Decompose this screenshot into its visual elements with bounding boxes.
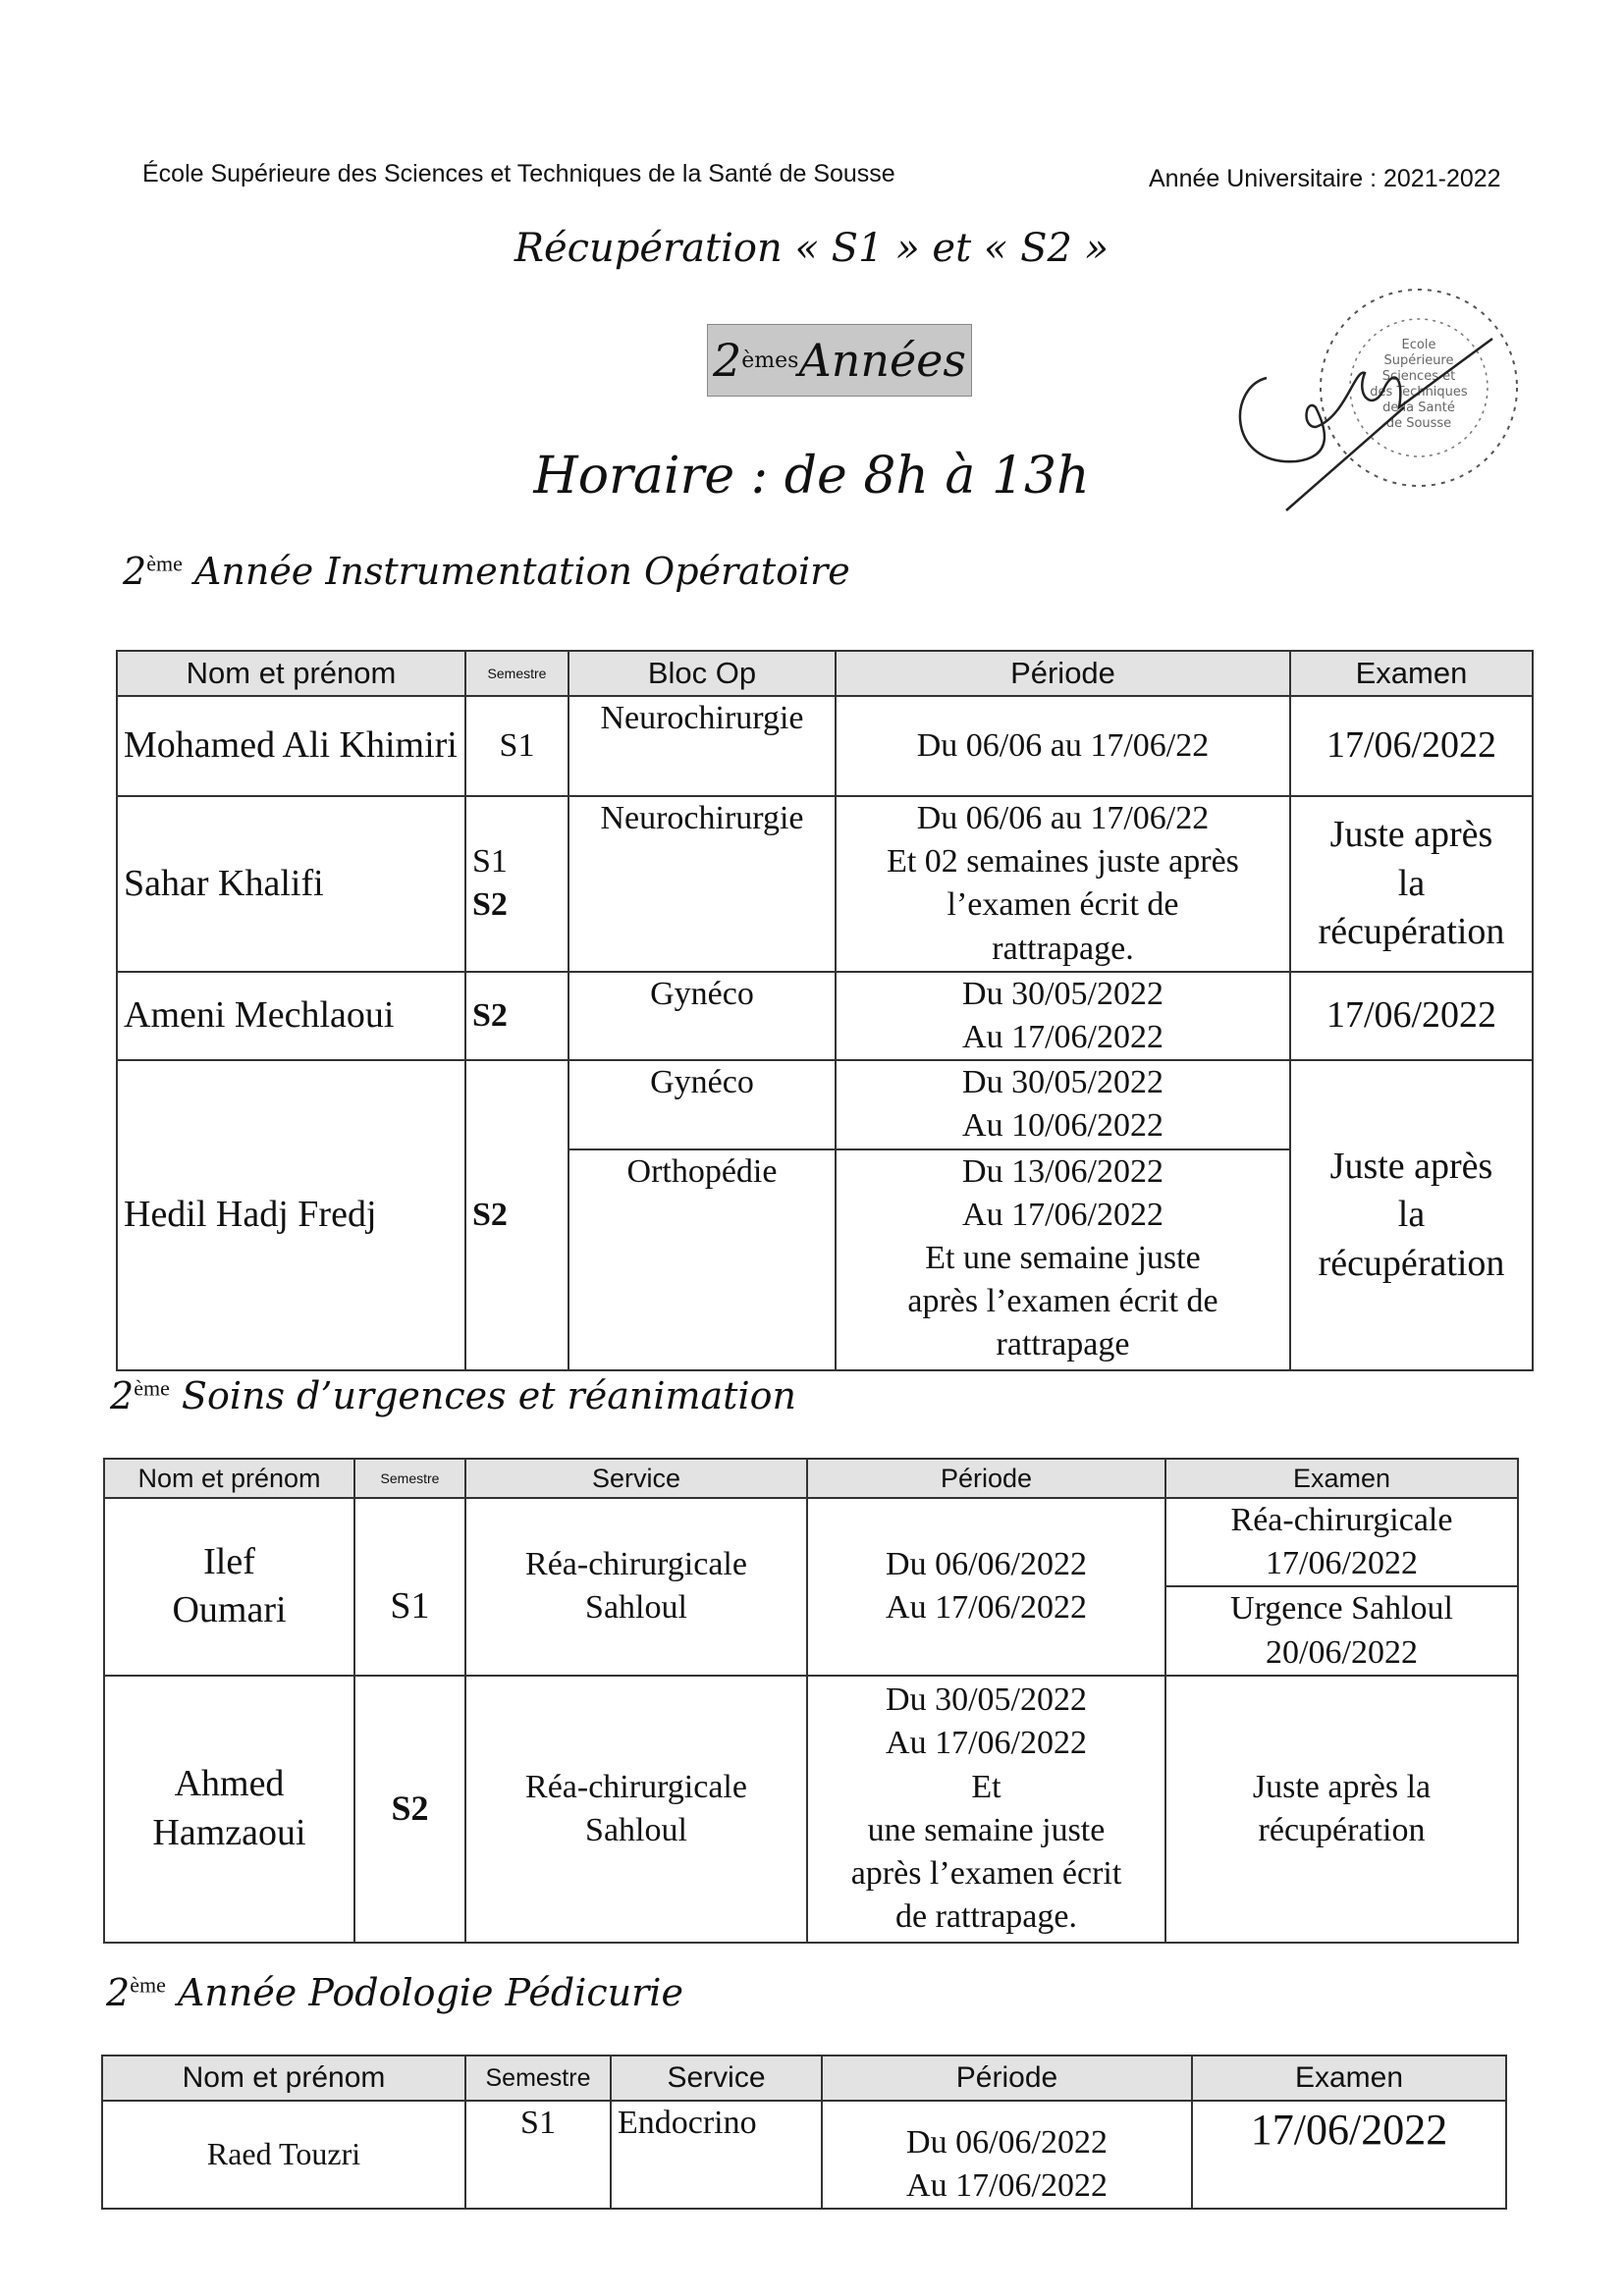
- table-row: [104, 1498, 1518, 1586]
- section-title-instrumentation: [123, 550, 850, 593]
- examen-line: la: [1397, 1194, 1426, 1236]
- student-name: [104, 1676, 354, 1943]
- examen: [1165, 1676, 1518, 1943]
- stamp-line-1: Ecole: [1401, 338, 1436, 352]
- examen: [1290, 1060, 1533, 1369]
- examen-line: Juste après: [1329, 814, 1493, 856]
- col-header-examen: Examen: [1192, 2056, 1506, 2101]
- periode: [822, 2101, 1192, 2209]
- section-sup: ème: [146, 551, 183, 576]
- periode: Du 06/06 au 17/06/22: [836, 696, 1290, 796]
- semester: S1: [354, 1498, 465, 1676]
- periode-line: Au 17/06/2022: [906, 2167, 1108, 2205]
- col-header-service: Service: [611, 2056, 822, 2101]
- col-header-service: Service: [465, 1459, 807, 1498]
- periode-line: Au 17/06/2022: [962, 1196, 1163, 1233]
- table-header: [117, 651, 1533, 696]
- page-title: Récupération « S1 » et « S2 »: [514, 226, 1109, 271]
- periode-line: l’examen écrit de: [947, 886, 1179, 924]
- periode: [836, 1060, 1290, 1148]
- examen-line: 20/06/2022: [1266, 1633, 1418, 1671]
- periode-line: Et 02 semaines juste après: [887, 843, 1239, 881]
- bloc: Gynéco: [568, 972, 836, 1060]
- semester: S1: [465, 696, 568, 796]
- stamp-line-5: de la Santé: [1382, 400, 1455, 415]
- periode-line: Du 06/06/2022: [886, 1546, 1087, 1583]
- periode-line: Au 17/06/2022: [886, 1589, 1087, 1627]
- name-line: Hamzaoui: [152, 1811, 306, 1853]
- examen: [1165, 1586, 1518, 1675]
- stamp-line-6: de Sousse: [1385, 416, 1452, 431]
- section-text: Année Instrumentation Opératoire: [182, 550, 850, 593]
- soins-table: [103, 1458, 1519, 1944]
- col-header-name: Nom et prénom: [102, 2056, 465, 2101]
- section-num: 2: [110, 1374, 135, 1417]
- badge-number: 2: [712, 334, 742, 387]
- periode-line: Du 30/05/2022: [886, 1682, 1087, 1719]
- badge-sup: èmes: [741, 347, 799, 373]
- semester: S1: [465, 2101, 611, 2209]
- examen-line: la: [1397, 862, 1426, 904]
- examen: [1290, 796, 1533, 972]
- section-num: 2: [106, 1971, 131, 2014]
- col-header-examen: Examen: [1290, 651, 1533, 696]
- service: [465, 1498, 807, 1676]
- bloc: Neurochirurgie: [568, 796, 836, 972]
- col-header-name: Nom et prénom: [104, 1459, 354, 1498]
- examen-line: récupération: [1258, 1811, 1426, 1848]
- semester: S2: [354, 1676, 465, 1943]
- periode-line: Au 17/06/2022: [962, 1018, 1163, 1055]
- examen: 17/06/2022: [1290, 696, 1533, 796]
- service-line: Réa-chirurgicale: [525, 1768, 747, 1805]
- periode-line: Du 13/06/2022: [962, 1152, 1163, 1190]
- bloc: Neurochirurgie: [568, 696, 836, 796]
- col-header-semester: Semestre: [354, 1459, 465, 1498]
- periode-line: Et une semaine juste: [925, 1239, 1201, 1276]
- periode-line: une semaine juste: [867, 1811, 1106, 1848]
- section-num: 2: [123, 550, 147, 593]
- examen-line: Réa-chirurgicale: [1230, 1502, 1453, 1538]
- col-header-periode: Période: [807, 1459, 1165, 1498]
- col-header-name: Nom et prénom: [117, 651, 465, 696]
- student-name: Mohamed Ali Khimiri: [117, 696, 465, 796]
- col-header-periode: Période: [822, 2056, 1192, 2101]
- section-text: Soins d’urgences et réanimation: [169, 1374, 796, 1417]
- name-line: Ahmed: [174, 1763, 285, 1805]
- semester-line: S2: [472, 886, 508, 924]
- examen-line: Juste après: [1329, 1145, 1493, 1187]
- examen-line: 17/06/2022: [1266, 1545, 1418, 1582]
- periode-line: Du 30/05/2022: [962, 1064, 1163, 1101]
- table-row: [117, 1060, 1533, 1148]
- periode-line: après l’examen écrit: [850, 1854, 1122, 1892]
- stamp-line-3: Sciences et: [1381, 369, 1456, 384]
- service-line: Réa-chirurgicale: [525, 1546, 747, 1583]
- podologie-table: [101, 2055, 1507, 2210]
- col-header-semester: Semestre: [465, 2056, 611, 2101]
- official-stamp: [1208, 280, 1532, 525]
- semester: S2: [465, 1060, 568, 1369]
- periode-line: rattrapage: [996, 1326, 1130, 1363]
- examen-line: récupération: [1318, 1242, 1505, 1284]
- bloc: Gynéco: [568, 1060, 836, 1148]
- instrumentation-table: [116, 650, 1534, 1371]
- name-line: Ilef: [203, 1540, 255, 1582]
- student-name: [104, 1498, 354, 1676]
- periode-line: rattrapage.: [992, 930, 1134, 967]
- periode: [836, 796, 1290, 972]
- col-header-bloc: Bloc Op: [568, 651, 836, 696]
- semester: S2: [465, 972, 568, 1060]
- year-badge: [707, 324, 972, 397]
- periode: [807, 1676, 1165, 1943]
- table-header: [102, 2056, 1506, 2101]
- academic-year: Année Universitaire : 2021-2022: [1149, 165, 1501, 192]
- service-line: Sahloul: [585, 1589, 687, 1627]
- schedule-hours: Horaire : de 8h à 13h: [533, 447, 1090, 506]
- badge-text: Années: [798, 334, 966, 387]
- periode: [836, 972, 1290, 1060]
- school-name: École Supérieure des Sciences et Techniques de la Santé de Sousse: [142, 160, 895, 187]
- section-title-podologie: [106, 1971, 683, 2014]
- student-name: Ameni Mechlaoui: [117, 972, 465, 1060]
- periode-line: Au 10/06/2022: [962, 1107, 1163, 1145]
- periode-line: Au 17/06/2022: [886, 1725, 1087, 1762]
- table-header: [104, 1459, 1518, 1498]
- examen-line: Juste après la: [1252, 1768, 1432, 1805]
- col-header-semester: Semestre: [465, 651, 568, 696]
- section-sup: ème: [130, 1972, 166, 1998]
- semester: [465, 796, 568, 972]
- stamp-line-2: Supérieure: [1383, 353, 1454, 368]
- periode-line: Du 06/06 au 17/06/22: [916, 800, 1210, 836]
- section-sup: ème: [134, 1375, 170, 1401]
- student-name: Hedil Hadj Fredj: [117, 1060, 465, 1369]
- periode-line: Du 06/06/2022: [906, 2124, 1108, 2161]
- service: [465, 1676, 807, 1943]
- stamp-line-4: des Techniques: [1370, 385, 1468, 400]
- service: Endocrino: [611, 2101, 822, 2209]
- section-title-soins: [110, 1374, 796, 1417]
- table-row: [102, 2101, 1506, 2209]
- student-name: Sahar Khalifi: [117, 796, 465, 972]
- col-header-periode: Période: [836, 651, 1290, 696]
- periode-line: après l’examen écrit de: [907, 1283, 1218, 1320]
- periode: [807, 1498, 1165, 1676]
- examen: [1165, 1498, 1518, 1586]
- periode: [836, 1149, 1290, 1370]
- periode-line: de rattrapage.: [895, 1898, 1077, 1936]
- service-line: Sahloul: [585, 1811, 687, 1848]
- periode-line: Du 30/05/2022: [962, 975, 1163, 1012]
- table-row: [117, 972, 1533, 1060]
- section-text: Année Podologie Pédicurie: [165, 1971, 683, 2014]
- examen-line: Urgence Sahloul: [1230, 1590, 1453, 1628]
- name-line: Oumari: [172, 1589, 287, 1631]
- examen: 17/06/2022: [1290, 972, 1533, 1060]
- student-name: Raed Touzri: [102, 2101, 465, 2209]
- signature-icon: [1240, 339, 1492, 510]
- table-row: [117, 696, 1533, 796]
- semester-line: S1: [472, 843, 508, 881]
- examen: 17/06/2022: [1192, 2101, 1506, 2209]
- table-row: [104, 1676, 1518, 1943]
- bloc: Orthopédie: [568, 1149, 836, 1370]
- table-row: [117, 796, 1533, 972]
- col-header-examen: Examen: [1165, 1459, 1518, 1498]
- periode-line: Et: [971, 1768, 1001, 1805]
- examen-line: récupération: [1318, 911, 1505, 953]
